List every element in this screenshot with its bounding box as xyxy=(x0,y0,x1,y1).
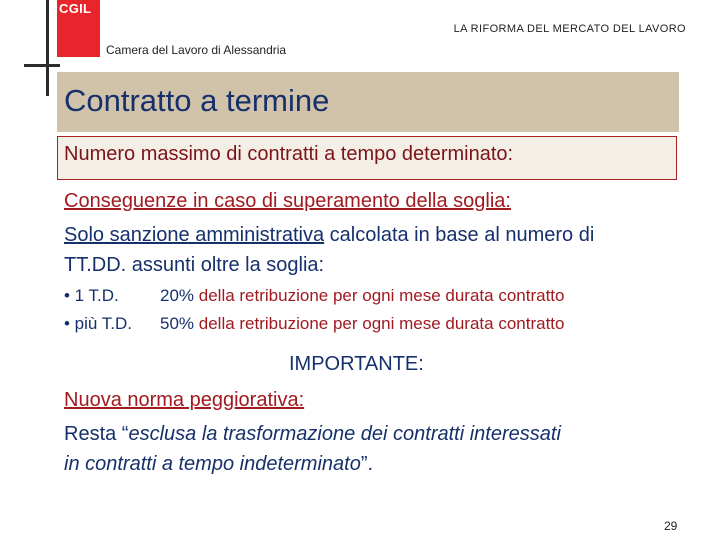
bullet-item-2 xyxy=(64,314,564,334)
page-number: 29 xyxy=(664,519,678,533)
quote-prefix: Resta “ xyxy=(64,423,129,445)
quote-suffix: ”. xyxy=(360,453,374,475)
bullet-label: • 1 T.D. xyxy=(64,286,119,305)
limit-heading: Numero massimo di contratti a tempo determinato: xyxy=(64,143,514,165)
sanction-rest: calcolata in base al numero di xyxy=(324,224,595,246)
quote-italic-2: in contratti a tempo indeterminato xyxy=(64,453,361,475)
sanction-lead: Solo sanzione amministrativa xyxy=(64,224,325,246)
organization-name: Camera del Lavoro di Alessandria xyxy=(106,43,287,57)
quote-line-2 xyxy=(64,453,373,476)
bullet-item-1 xyxy=(64,286,564,306)
bullet-percent: 50% xyxy=(160,314,195,333)
logo-text: CGIL xyxy=(59,1,92,16)
important-label: IMPORTANTE: xyxy=(289,353,424,375)
new-rule-heading: Nuova norma peggiorativa: xyxy=(64,389,305,411)
consequences-heading: Conseguenze in caso di superamento della soglia: xyxy=(64,190,511,212)
bullet-percent: 20% xyxy=(160,286,195,305)
bullet-text: della retribuzione per ogni mese durata contratto xyxy=(194,286,565,305)
bullet-text: della retribuzione per ogni mese durata contratto xyxy=(194,314,565,333)
sanction-line-2: TT.DD. assunti oltre la soglia: xyxy=(64,254,325,276)
sanction-line-1 xyxy=(64,224,594,247)
horizontal-rule xyxy=(24,64,60,67)
header-title: LA RIFORMA DEL MERCATO DEL LAVORO xyxy=(453,23,686,35)
bullet-label: • più T.D. xyxy=(64,314,132,333)
slide-title: Contratto a termine xyxy=(64,83,330,118)
quote-italic-1: esclusa la trasformazione dei contratti interessati xyxy=(128,423,561,445)
quote-line-1 xyxy=(64,423,561,446)
vertical-rule xyxy=(46,0,49,96)
